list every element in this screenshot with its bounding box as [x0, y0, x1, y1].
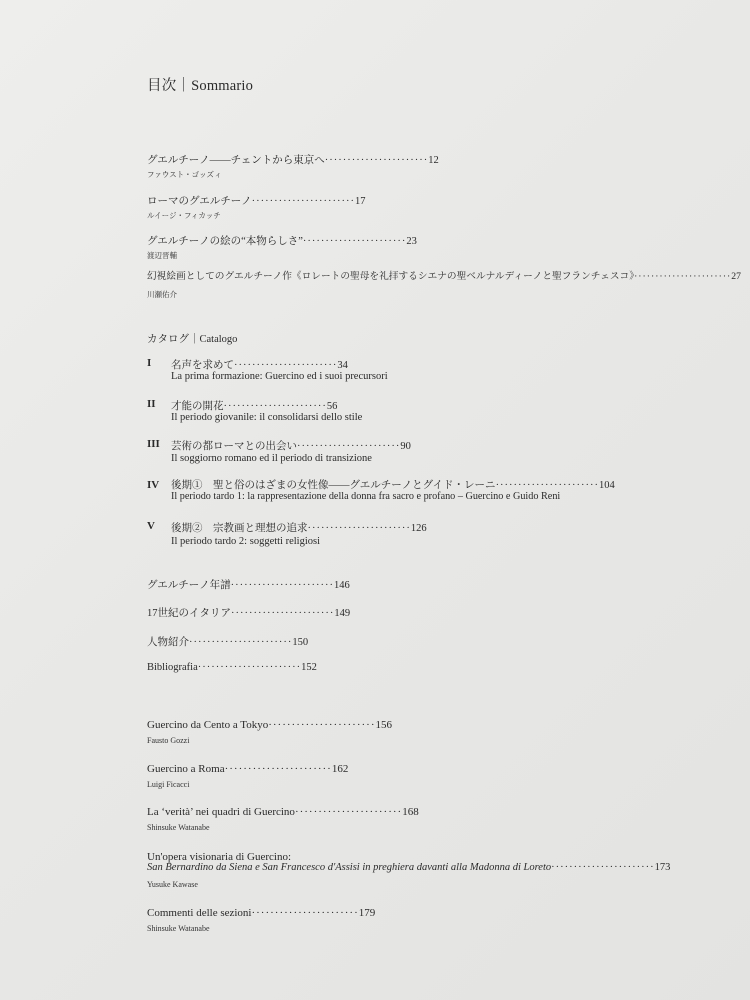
entry-title: La ‘verità’ nei quadri di Guercino — [147, 806, 295, 818]
page-number: 104 — [598, 480, 615, 491]
leader-dots: ······················· — [224, 763, 332, 775]
toc-entry-it-essay-5 — [147, 907, 375, 919]
entry-title: グエルチーノ――チェントから東京へ — [147, 155, 325, 166]
leader-dots: ······················· — [297, 441, 401, 452]
entry-author: Shinsuke Watanabe — [147, 823, 210, 832]
toc-entry-appendix-1 — [147, 577, 350, 592]
leader-dots: ······················· — [189, 637, 293, 648]
toc-entry-it-essay-1 — [147, 719, 392, 731]
page-title: 目次｜Sommario — [147, 78, 254, 94]
entry-title: 17世紀のイタリア — [147, 608, 231, 619]
section-number: IV — [147, 479, 160, 491]
page-number: 17 — [355, 196, 366, 207]
entry-author: 渡辺晋輔 — [147, 251, 177, 260]
page-number: 23 — [406, 236, 417, 247]
entry-title: 後期② 宗教画と理想の追求 — [171, 523, 308, 534]
entry-subtitle-it: Il periodo giovanile: il consolidarsi dello stile — [171, 412, 363, 423]
entry-title: 人物紹介 — [147, 637, 189, 648]
toc-entry-jp-essay-1 — [147, 154, 439, 168]
section-number: V — [147, 520, 155, 532]
toc-entry-appendix-2 — [147, 605, 350, 620]
leader-dots: ······················· — [495, 480, 599, 491]
page-number: 179 — [358, 907, 376, 919]
page-number: 162 — [331, 763, 349, 775]
leader-dots: ······················· — [324, 155, 429, 166]
entry-title: 幻視絵画としてのグエルチーノ作《ロレートの聖母を礼拝するシエナの聖ベルナルディーノと聖フランチェスコ》 — [147, 271, 635, 282]
page-number: 27 — [731, 271, 741, 282]
leader-dots: ······················· — [223, 401, 327, 412]
toc-entry-it-essay-2 — [147, 763, 348, 775]
page-number: 56 — [326, 401, 338, 412]
leader-dots: ······················· — [251, 907, 359, 919]
page-number: 12 — [428, 155, 439, 166]
entry-subtitle-it: La prima formazione: Guercino ed i suoi precursori — [171, 371, 388, 382]
toc-entry-catalog-2 — [171, 398, 337, 413]
toc-entry-catalog-5 — [171, 520, 427, 535]
entry-author: Yusuke Kawase — [147, 880, 198, 889]
leader-dots: ······················· — [230, 580, 335, 591]
leader-dots: ······················· — [302, 236, 407, 247]
entry-author: Luigi Ficacci — [147, 780, 190, 789]
entry-title: 後期① 聖と俗のはざまの女性像――グエルチーノとグイド・レーニ — [171, 480, 496, 491]
entry-author: ルイージ・フィカッチ — [147, 211, 221, 220]
page-number: 146 — [334, 580, 350, 591]
entry-title: Guercino da Cento a Tokyo — [147, 719, 269, 731]
entry-subtitle-it: Il periodo tardo 1: la rappresentazione della donna fra sacro e profano – Guercino e Guido Reni — [171, 491, 561, 502]
page-number: 156 — [375, 719, 392, 731]
leader-dots: ······················· — [307, 523, 411, 534]
page-number: 90 — [400, 441, 411, 452]
entry-subtitle-it: Il soggiorno romano ed il periodo di transizione — [171, 453, 372, 464]
section-number: I — [147, 357, 152, 369]
toc-entry-it-essay-4-subtitle — [147, 862, 670, 873]
entry-subtitle-it: Il periodo tardo 2: soggetti religiosi — [171, 536, 321, 547]
entry-subtitle: San Bernardino da Siena e San Francesco d'Assisi in preghiera davanti alla Madonna di Loreto — [147, 862, 552, 873]
page-number: 168 — [402, 806, 419, 818]
toc-entry-catalog-1 — [171, 357, 348, 372]
toc-entry-catalog-4 — [171, 477, 615, 492]
leader-dots: ······················· — [634, 271, 732, 282]
entry-author: ファウスト・ゴッズィ — [147, 170, 222, 179]
entry-author: Shinsuke Watanabe — [147, 924, 210, 933]
toc-entry-it-essay-4: Un'opera visionaria di Guercino: — [147, 851, 292, 863]
toc-entry-jp-essay-4 — [147, 270, 741, 284]
page-number: 34 — [337, 360, 348, 371]
section-number: III — [147, 438, 160, 450]
entry-title: Guercino a Roma — [147, 763, 225, 775]
entry-author: 川瀬佑介 — [147, 290, 177, 299]
toc-entry-appendix-3 — [147, 634, 308, 649]
leader-dots: ······················· — [197, 662, 302, 673]
page-number: 126 — [410, 523, 427, 534]
entry-title: グエルチーノ年譜 — [147, 580, 231, 591]
leader-dots: ······················· — [294, 806, 403, 818]
page-number: 149 — [334, 608, 351, 619]
page-number: 173 — [654, 862, 671, 873]
leader-dots: ······················· — [551, 862, 655, 873]
entry-title: Commenti delle sezioni — [147, 907, 252, 919]
leader-dots: ······················· — [251, 196, 356, 207]
entry-title: ローマのグエルチーノ — [147, 196, 252, 207]
entry-title: Bibliografia — [147, 662, 198, 673]
entry-title: 名声を求めて — [171, 360, 234, 371]
leader-dots: ······················· — [268, 719, 376, 731]
entry-title: 芸術の都ローマとの出会い — [171, 441, 297, 452]
entry-title: 才能の開花 — [171, 401, 224, 412]
entry-title: グエルチーノの絵の“本物らしさ” — [147, 236, 303, 247]
toc-entry-catalog-3 — [171, 438, 411, 453]
toc-entry-jp-essay-2 — [147, 195, 366, 209]
toc-entry-appendix-4 — [147, 662, 317, 673]
leader-dots: ······················· — [234, 360, 338, 371]
section-number: II — [147, 398, 156, 410]
leader-dots: ······················· — [231, 608, 335, 619]
page-number: 150 — [292, 637, 309, 648]
catalog-heading: カタログ｜Catalogo — [147, 334, 238, 345]
page-number: 152 — [301, 662, 317, 673]
entry-author: Fausto Gozzi — [147, 736, 190, 745]
toc-entry-jp-essay-3 — [147, 235, 417, 249]
toc-entry-it-essay-3 — [147, 806, 419, 818]
